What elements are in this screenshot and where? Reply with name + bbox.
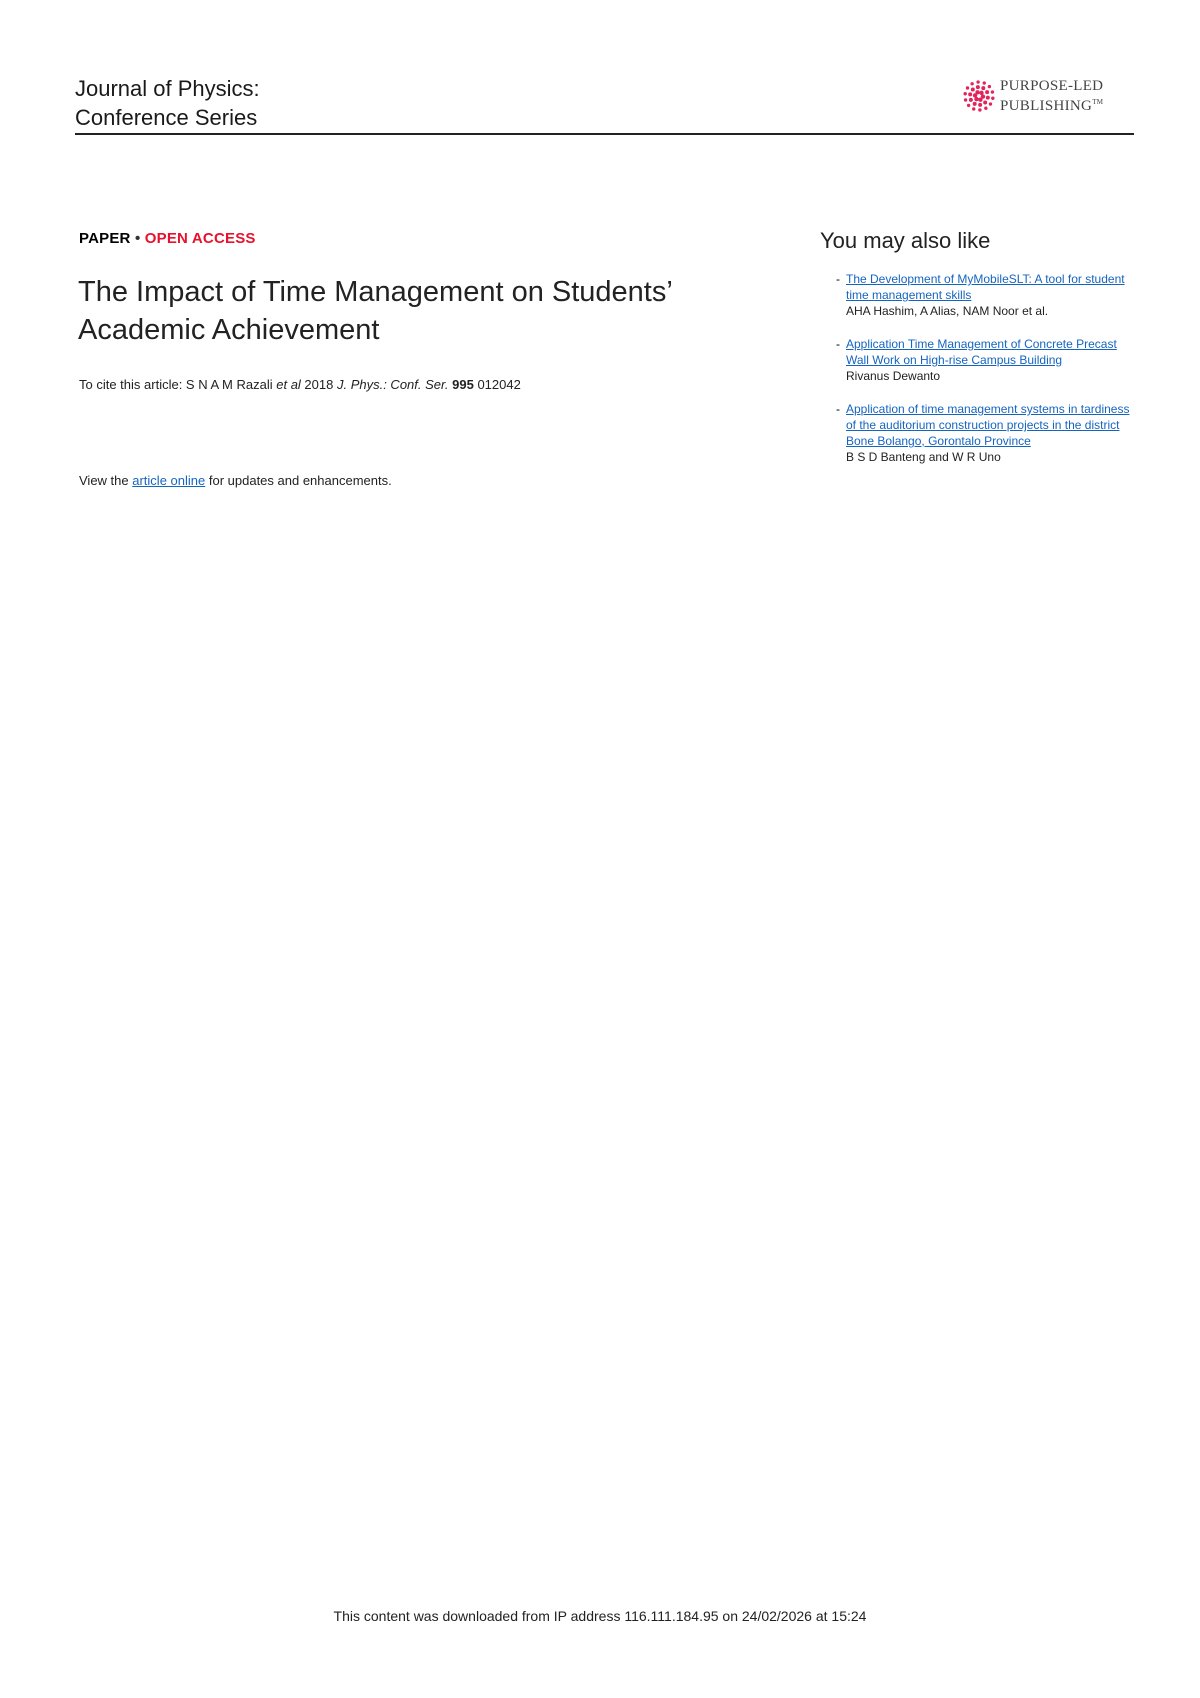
list-dash: - xyxy=(836,337,840,351)
list-dash: - xyxy=(836,402,840,416)
related-item xyxy=(836,336,1136,384)
badge-separator: • xyxy=(134,230,141,247)
paper-title: The Impact of Time Management on Students’ Academic Achievement xyxy=(78,276,672,346)
publisher-logo-text xyxy=(1000,78,1103,114)
publisher-logo[interactable] xyxy=(962,78,1103,114)
download-footer: This content was downloaded from IP address 116.111.184.95 on 24/02/2026 at 15:24 xyxy=(333,1608,867,1624)
cite-prefix: To cite this article: S N A M Razali xyxy=(79,377,277,392)
view-prefix: View the xyxy=(79,473,133,488)
journal-title-line2: Conference Series xyxy=(75,105,258,130)
related-item xyxy=(836,401,1136,465)
related-list xyxy=(836,271,1136,482)
cite-year: 2018 xyxy=(300,377,337,392)
related-article-link[interactable]: Application of time management systems in tardiness of the auditorium construction projects in the district Bone Bolango, Gorontalo Province xyxy=(846,402,1130,448)
citation-line xyxy=(79,377,521,392)
cite-et-al: et al xyxy=(276,377,301,392)
cite-journal: J. Phys.: Conf. Ser. xyxy=(336,377,449,392)
related-article-authors: AHA Hashim, A Alias, NAM Noor et al. xyxy=(846,304,1049,318)
cite-article-number: 012042 xyxy=(477,377,521,392)
open-access-label: OPEN ACCESS xyxy=(144,230,256,247)
journal-title-line1: Journal of Physics: xyxy=(75,76,260,101)
related-article-authors: B S D Banteng and W R Uno xyxy=(846,450,1001,464)
related-article-authors: Rivanus Dewanto xyxy=(846,369,941,383)
journal-title xyxy=(75,74,260,132)
article-badges xyxy=(79,230,256,247)
logo-line1: PURPOSE-LED xyxy=(1000,78,1104,94)
logo-trademark: TM xyxy=(1092,98,1104,106)
related-item xyxy=(836,271,1136,319)
view-suffix: for updates and enhancements. xyxy=(205,473,392,488)
view-online-line xyxy=(79,473,392,488)
related-heading: You may also like xyxy=(820,228,991,253)
list-dash: - xyxy=(836,272,840,286)
related-article-link[interactable]: The Development of MyMobileSLT: A tool for student time management skills xyxy=(846,272,1125,302)
related-article-link[interactable]: Application Time Management of Concrete Precast Wall Work on High-rise Campus Building xyxy=(846,337,1117,367)
cite-volume: 995 xyxy=(452,377,474,392)
dotted-flower-icon xyxy=(962,79,996,113)
article-type-label: PAPER xyxy=(79,230,131,247)
header-divider xyxy=(75,133,1134,135)
logo-line2: PUBLISHING xyxy=(1000,98,1093,114)
article-online-link[interactable]: article online xyxy=(132,473,206,488)
